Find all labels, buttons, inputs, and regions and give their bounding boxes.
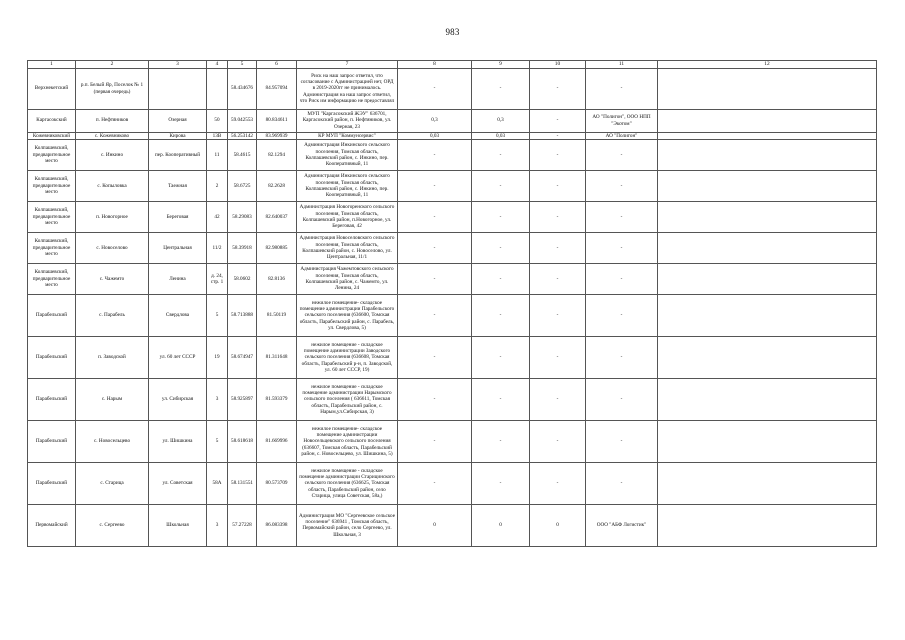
- column-number-cell: 7: [297, 61, 398, 69]
- cell-street: Ленина: [149, 263, 207, 294]
- cell-organization: Администрация Чажемтовского сельского поселения, Томская область, Колпашевский район, с. Чажемто, ул. Ленина, 24: [297, 263, 398, 294]
- cell-longitude: 81.311648: [257, 336, 297, 378]
- cell-district: Колпашевский, предварительное место: [28, 263, 76, 294]
- cell-longitude: 81.593379: [257, 378, 297, 420]
- cell-latitude: 58.713888: [228, 294, 257, 336]
- column-number-cell: 12: [658, 61, 877, 69]
- cell-value-c: -: [530, 420, 586, 462]
- cell-settlement: п. Новогорное: [76, 201, 149, 232]
- cell-value-c: -: [530, 336, 586, 378]
- table-row: [28, 132, 877, 139]
- cell-settlement: с. Чажемто: [76, 263, 149, 294]
- cell-settlement: с. Новоселово: [76, 232, 149, 263]
- cell-extra: [658, 504, 877, 546]
- cell-organization: нежилое помещение- складское помещение администрации Новосельцевского сельского поселения (636607, Томская область, Парабельский район, с. Новосельцево, ул. Шишкина, 5): [297, 420, 398, 462]
- cell-district: Первомайский: [28, 504, 76, 546]
- cell-district: Колпашевский, предварительное место: [28, 170, 76, 201]
- cell-value-a: -: [398, 139, 472, 170]
- cell-organization: Администрация Инкинского сельского поселения, Томская область, Колпашевский район, с. Инкино, пер. Кооперативный, 11: [297, 139, 398, 170]
- cell-value-c: -: [530, 263, 586, 294]
- cell-value-b: -: [472, 139, 530, 170]
- cell-value-a: 0,3: [398, 109, 472, 132]
- column-number-cell: 2: [76, 61, 149, 69]
- cell-value-a: 0,03: [398, 132, 472, 139]
- cell-operator: -: [586, 336, 658, 378]
- cell-extra: [658, 420, 877, 462]
- cell-value-a: -: [398, 420, 472, 462]
- cell-operator: ООО "АБФ Логистик": [586, 504, 658, 546]
- cell-latitude: 58.925897: [228, 378, 257, 420]
- cell-value-a: -: [398, 170, 472, 201]
- cell-house: 19: [207, 336, 228, 378]
- cell-district: Парабельский: [28, 462, 76, 504]
- cell-value-b: -: [472, 68, 530, 109]
- table-row: [28, 294, 877, 336]
- cell-operator: АО "Полигон", ООО НПП "Экотом": [586, 109, 658, 132]
- cell-house: д. 24, стр. 1: [207, 263, 228, 294]
- table-row: [28, 263, 877, 294]
- cell-house: 5: [207, 420, 228, 462]
- cell-longitude: 82.980885: [257, 232, 297, 263]
- cell-operator: АО "Полигон": [586, 132, 658, 139]
- cell-value-c: -: [530, 109, 586, 132]
- cell-operator: -: [586, 201, 658, 232]
- cell-settlement: с. Кожевниково: [76, 132, 149, 139]
- column-number-cell: 11: [586, 61, 658, 69]
- column-number-cell: 8: [398, 61, 472, 69]
- table-row: [28, 201, 877, 232]
- cell-house: 11/2: [207, 232, 228, 263]
- cell-district: Верхнекетский: [28, 68, 76, 109]
- cell-street: пер. Кооперативный: [149, 139, 207, 170]
- cell-value-a: -: [398, 294, 472, 336]
- cell-operator: -: [586, 139, 658, 170]
- cell-organization: КР МУП "Коммунсервис": [297, 132, 398, 139]
- cell-street: ул. Шишкина: [149, 420, 207, 462]
- cell-extra: [658, 378, 877, 420]
- cell-latitude: 57.27228: [228, 504, 257, 546]
- cell-street: Центральная: [149, 232, 207, 263]
- cell-value-b: 0: [472, 504, 530, 546]
- cell-value-a: -: [398, 201, 472, 232]
- column-number-cell: 4: [207, 61, 228, 69]
- cell-settlement: с. Нарым: [76, 378, 149, 420]
- column-number-row: [28, 61, 877, 69]
- cell-longitude: 82.1294: [257, 139, 297, 170]
- cell-street: [149, 68, 207, 109]
- cell-operator: -: [586, 232, 658, 263]
- cell-latitude: 58.674947: [228, 336, 257, 378]
- column-number-cell: 5: [228, 61, 257, 69]
- cell-organization: Администрация Инкинского сельского поселения, Томская область, Колпашевский район, с. Инкино, пер. Кооперативный, 11: [297, 170, 398, 201]
- cell-district: Каргасокский: [28, 109, 76, 132]
- cell-value-c: 0: [530, 504, 586, 546]
- cell-district: Кожевниковский: [28, 132, 76, 139]
- cell-value-b: -: [472, 294, 530, 336]
- cell-operator: -: [586, 68, 658, 109]
- cell-longitude: 83.969939: [257, 132, 297, 139]
- cell-value-b: 0,3: [472, 109, 530, 132]
- cell-value-a: 0: [398, 504, 472, 546]
- cell-longitude: 86.083398: [257, 504, 297, 546]
- cell-district: Колпашевский, предварительное место: [28, 139, 76, 170]
- column-number-cell: 1: [28, 61, 76, 69]
- cell-house: 3: [207, 504, 228, 546]
- cell-settlement: с. Новосельцево: [76, 420, 149, 462]
- cell-organization: нежилое помещение - складское помещение администрации Нарымского сельского поселения ( 636611, Томская область, Парабельский район, с. Нарым,ул.Сибирская, 3): [297, 378, 398, 420]
- cell-settlement: с. Сергеево: [76, 504, 149, 546]
- cell-operator: -: [586, 378, 658, 420]
- cell-longitude: 82.640037: [257, 201, 297, 232]
- cell-settlement: п. Заводской: [76, 336, 149, 378]
- column-number-cell: 6: [257, 61, 297, 69]
- registry-table: [27, 60, 877, 547]
- cell-longitude: 80.573709: [257, 462, 297, 504]
- cell-latitude: 56.253142: [228, 132, 257, 139]
- cell-house: 13В: [207, 132, 228, 139]
- cell-longitude: 81.50119: [257, 294, 297, 336]
- cell-value-b: -: [472, 263, 530, 294]
- cell-extra: [658, 263, 877, 294]
- cell-extra: [658, 139, 877, 170]
- cell-latitude: 58.618618: [228, 420, 257, 462]
- cell-value-b: -: [472, 336, 530, 378]
- cell-street: Озерная: [149, 109, 207, 132]
- table-row: [28, 336, 877, 378]
- table-row: [28, 378, 877, 420]
- cell-value-c: -: [530, 232, 586, 263]
- cell-organization: нежилое помещение- складское помещение администрации Парабельского сельского поселения (636600, Томская область, Парабельский район, с. Парабель, ул. Свердлова, 5): [297, 294, 398, 336]
- cell-street: Береговая: [149, 201, 207, 232]
- cell-longitude: 80.834611: [257, 109, 297, 132]
- page-number: 983: [445, 27, 460, 37]
- cell-organization: Администрация МО "Сергеевское сельское поселение" 636941 , Томская область, Первомайский район, село Сергеево, ул. Школьная, 3: [297, 504, 398, 546]
- cell-house: 11: [207, 139, 228, 170]
- cell-district: Парабельский: [28, 336, 76, 378]
- cell-extra: [658, 201, 877, 232]
- table-row: [28, 232, 877, 263]
- cell-latitude: 58.39918: [228, 232, 257, 263]
- cell-district: Парабельский: [28, 420, 76, 462]
- cell-house: 2: [207, 170, 228, 201]
- cell-value-a: -: [398, 336, 472, 378]
- cell-organization: нежилое помещение - складское помещение администрации Заводского сельского поселения (636608, Томская область, Парабельский р-н, п. Заводской, ул. 60 лет СССР, 19): [297, 336, 398, 378]
- cell-extra: [658, 132, 877, 139]
- cell-longitude: 84.957094: [257, 68, 297, 109]
- cell-operator: -: [586, 263, 658, 294]
- cell-street: ул. Сибирская: [149, 378, 207, 420]
- cell-value-c: -: [530, 170, 586, 201]
- cell-house: 42: [207, 201, 228, 232]
- cell-value-c: -: [530, 68, 586, 109]
- cell-house: 50: [207, 109, 228, 132]
- cell-district: Колпашевский, предварительное место: [28, 232, 76, 263]
- cell-extra: [658, 336, 877, 378]
- cell-street: ул. 60 лет СССР: [149, 336, 207, 378]
- cell-operator: -: [586, 294, 658, 336]
- cell-operator: -: [586, 170, 658, 201]
- cell-extra: [658, 294, 877, 336]
- cell-value-b: -: [472, 378, 530, 420]
- cell-longitude: 82.2628: [257, 170, 297, 201]
- column-number-cell: 9: [472, 61, 530, 69]
- cell-organization: нежилое помещение - складское помещение администрации Старицинского сельского поселения (636625, Томская область, Парабельский район, село Старица, улица Советская, 58а,): [297, 462, 398, 504]
- cell-value-c: -: [530, 201, 586, 232]
- cell-value-b: -: [472, 170, 530, 201]
- cell-organization: Администрация Новоселовского сельского поселения, Томская область, Колпашевский район, с. Новоселово, ул. Центральная, 11/1: [297, 232, 398, 263]
- cell-extra: [658, 232, 877, 263]
- cell-extra: [658, 109, 877, 132]
- cell-value-b: 0,03: [472, 132, 530, 139]
- cell-settlement: р.п. Белый Яр, Поселок № 1 (первая очередь): [76, 68, 149, 109]
- cell-organization: МУП "Каргасокский ЖЭУ" 636701, Каргасокский район, п. Нефтяников, ул. Озерная, 23: [297, 109, 398, 132]
- cell-settlement: с. Парабель: [76, 294, 149, 336]
- cell-organization: Администрация Новогоренского сельского поселения, Томская область, Колпашевский район, п.Новогорное, ул. Береговая, 42: [297, 201, 398, 232]
- cell-house: 5: [207, 294, 228, 336]
- cell-latitude: 58.4615: [228, 139, 257, 170]
- cell-settlement: с. Старица: [76, 462, 149, 504]
- cell-value-c: -: [530, 139, 586, 170]
- cell-value-c: -: [530, 294, 586, 336]
- cell-district: Колпашевский, предварительное место: [28, 201, 76, 232]
- cell-latitude: 58.29083: [228, 201, 257, 232]
- cell-longitude: 81.669996: [257, 420, 297, 462]
- cell-district: Парабельский: [28, 378, 76, 420]
- cell-latitude: 58.6725: [228, 170, 257, 201]
- cell-operator: -: [586, 462, 658, 504]
- table-row: [28, 420, 877, 462]
- cell-street: Школьная: [149, 504, 207, 546]
- cell-latitude: 58.0602: [228, 263, 257, 294]
- cell-value-a: -: [398, 378, 472, 420]
- cell-value-a: -: [398, 263, 472, 294]
- table-row: [28, 462, 877, 504]
- cell-street: Свердлова: [149, 294, 207, 336]
- cell-value-c: -: [530, 378, 586, 420]
- cell-latitude: 59.042553: [228, 109, 257, 132]
- cell-value-b: -: [472, 420, 530, 462]
- cell-house: 3: [207, 378, 228, 420]
- column-number-cell: 3: [149, 61, 207, 69]
- cell-operator: -: [586, 420, 658, 462]
- cell-longitude: 82.8136: [257, 263, 297, 294]
- table-row: [28, 139, 877, 170]
- cell-extra: [658, 68, 877, 109]
- cell-value-b: -: [472, 462, 530, 504]
- cell-organization: Риск на наш запрос ответил, что согласование с Администрацией нет, ОРД в 2019-2020гг не принималось. Администрация на наш запрос ответил, что Риск им информацию не предоставлял: [297, 68, 398, 109]
- cell-value-a: -: [398, 232, 472, 263]
- cell-value-b: -: [472, 201, 530, 232]
- cell-district: Парабельский: [28, 294, 76, 336]
- cell-settlement: с. Копыловка: [76, 170, 149, 201]
- cell-value-c: -: [530, 462, 586, 504]
- cell-house: 58А: [207, 462, 228, 504]
- column-number-cell: 10: [530, 61, 586, 69]
- cell-extra: [658, 462, 877, 504]
- cell-latitude: 58.434676: [228, 68, 257, 109]
- cell-settlement: п. Нефтяников: [76, 109, 149, 132]
- cell-value-c: -: [530, 132, 586, 139]
- cell-value-a: -: [398, 462, 472, 504]
- cell-value-b: -: [472, 232, 530, 263]
- cell-latitude: 58.131551: [228, 462, 257, 504]
- cell-value-a: -: [398, 68, 472, 109]
- cell-street: Таежная: [149, 170, 207, 201]
- table-row: [28, 68, 877, 109]
- cell-settlement: с. Инкино: [76, 139, 149, 170]
- cell-extra: [658, 170, 877, 201]
- table-row: [28, 170, 877, 201]
- cell-street: Кирова: [149, 132, 207, 139]
- table-row: [28, 504, 877, 546]
- cell-street: ул. Советская: [149, 462, 207, 504]
- cell-house: [207, 68, 228, 109]
- table-row: [28, 109, 877, 132]
